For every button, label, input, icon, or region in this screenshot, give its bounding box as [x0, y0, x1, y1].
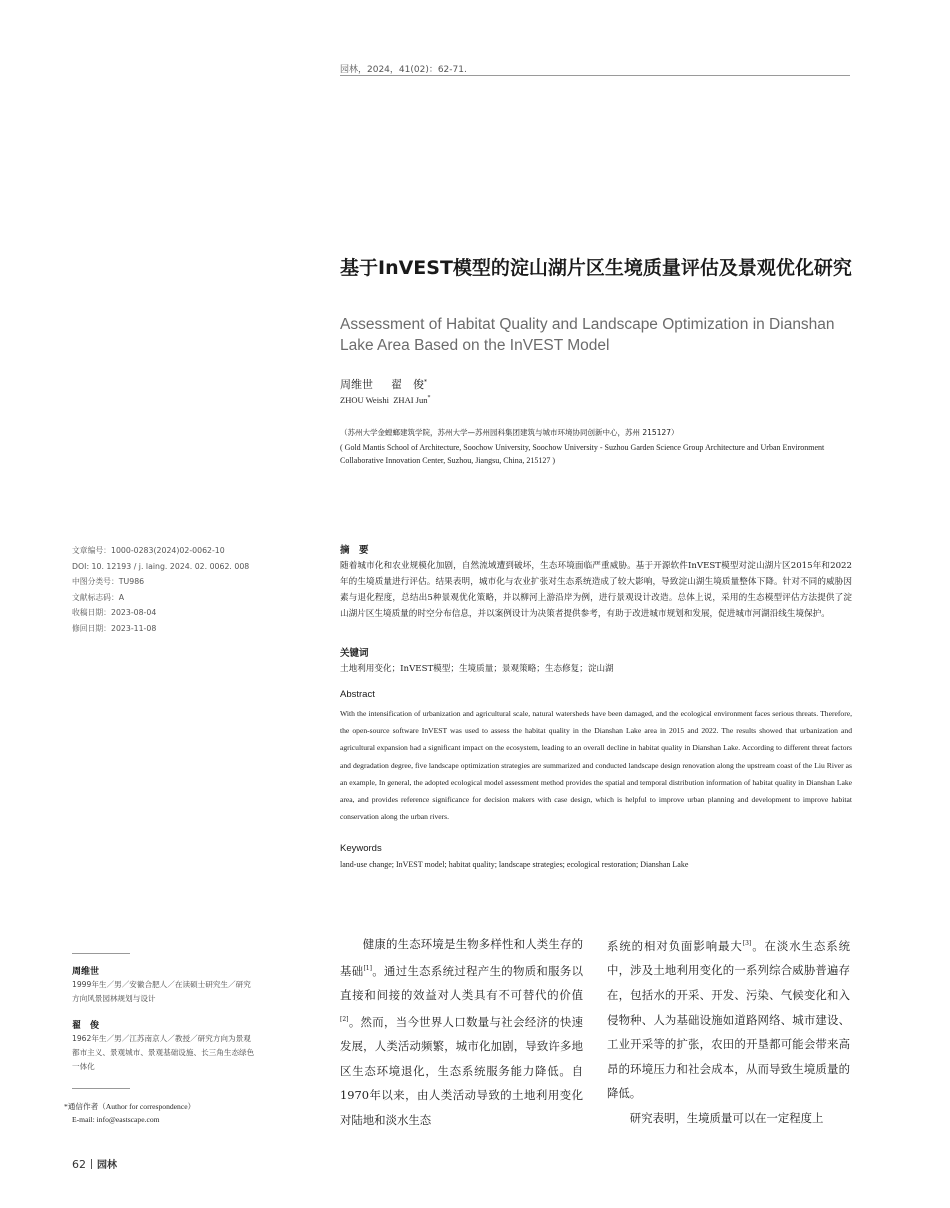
corresponding-mark: * — [424, 378, 427, 386]
keywords-label-en: Keywords — [340, 843, 382, 854]
author-1-en: ZHOU Weishi — [340, 395, 389, 405]
author-2-en: ZHAI Jun — [393, 395, 428, 405]
doi: DOI: 10. 12193 / j. laing. 2024. 02. 0062. 008 — [72, 561, 250, 571]
bio-rule-bottom — [72, 1088, 130, 1089]
page-number: 62 — [72, 1158, 86, 1171]
body-column-1 — [340, 932, 583, 1132]
author-2-cn: 翟 俊 — [391, 378, 424, 391]
correspondence-label: *通信作者（Author for correspondence） — [64, 1102, 196, 1111]
bio-name-2: 翟 俊 — [72, 1021, 100, 1031]
bio-text-2: 1962年生／男／江苏南京人／教授／研究方向为景观都市主义、景观城市、景观基础设施、长三角生态绿色一体化 — [72, 1034, 255, 1071]
author-1-cn: 周维世 — [340, 378, 373, 391]
authors-chinese — [340, 376, 427, 392]
bio-rule-top — [72, 953, 130, 954]
title-chinese: 基于InVEST模型的淀山湖片区生境质量评估及景观优化研究 — [340, 257, 852, 279]
article-number: 文章编号：1000-0283(2024)02-0062-10 — [72, 546, 225, 555]
citation-3: [3] — [742, 940, 752, 947]
title-english: Assessment of Habitat Quality and Landscape Optimization in Dianshan Lake Area Based on the InVEST Model — [340, 316, 835, 354]
classification-number: 中图分类号：TU986 — [72, 577, 145, 586]
bio-name-1: 周维世 — [72, 967, 100, 977]
body-paragraph: 健康的生态环境是生物多样性和人类生存的基础[1]。通过生态系统过程产生的物质和服务以直接和间接的效益对人类具有不可替代的价值[2]。然而，当今世界人口数量与社会经济的快速发展，人类活动频繁，城市化加剧，导致许多地区生态环境退化，生态系统服务能力降低。自1970年以来，由人类活动导致的土地利用变化对陆地和淡水生态 — [340, 937, 583, 1127]
body-paragraph-continued: 系统的相对负面影响最大[3]。在淡水生态系统中，涉及土地利用变化的一系列综合威胁普遍存在，包括水的开采、开发、污染、气候变化和入侵物种、人为基础设施如道路网络、城市建设、工业开采等的扩张，农田的开垦都可能会带来高昂的环境压力和社会成本，从而导致生境质量的降低。 — [607, 938, 850, 1101]
abstract-chinese: 随着城市化和农业规模化加剧，自然流域遭到破坏，生态环境面临严重威胁。基于开源软件InVEST模型对淀山湖片区2015年和2022年的生境质量进行评估。结果表明，城市化与农业扩张对生态系统造成了较大影响，导致淀山湖生境质量整体下降。针对不同的威胁因素与退化程度，总结出5种景观优化策略，并以柳河上游沿岸为例，进行景观设计改造。总体上说，采用的生态模型评估方法提供了淀山湖片区生境质量的时空分布信息，并以案例设计为决策者提供参考，有助于改进城市规划和发展，促进城市河湖沿线生境保护。 — [340, 561, 852, 619]
received-date: 收稿日期：2023-08-04 — [72, 608, 157, 617]
citation-2: [2] — [340, 1015, 349, 1023]
authors-english — [340, 395, 430, 405]
footer-divider — [91, 1159, 92, 1169]
affiliation-chinese: （苏州大学金螳螂建筑学院，苏州大学—苏州园科集团建筑与城市环境协同创新中心，苏州 215127） — [340, 428, 679, 437]
document-code: 文献标志码：A — [72, 592, 125, 602]
page-footer — [72, 1156, 117, 1171]
corresponding-mark-en: * — [427, 395, 431, 402]
journal-reference: 园林，2024，41(02)：62-71. — [340, 65, 467, 75]
abstract-english: With the intensification of urbanization and agricultural scale, natural watersheds have been damaged, and the ecological environment faces serious threats. Therefore, the open-source software InVEST was used to assess the habitat quality in the Dianshan Lake area in 2015 and 2022. The results showed that urbanization and agricultural expansion had a significant impact on the ecosystem, leading to an overall decline in habitat quality in Dianshan Lake. According to different threat factors and degradation degree, five landscape optimization strategies are summarized and conducted landscape design renovation along the upstream coast of the Liu River as an example, In general, the adopted ecological model assessment method provides the spatial and temporal distribution information of habitat quality in Dianshan Lake area, and provides reference significance for decision makers with case design, which is helpful to improve urban planning and development to improve habitat conservation along the urban rivers. — [340, 709, 852, 822]
abstract-label-en: Abstract — [340, 689, 375, 700]
affiliation-english: ( Gold Mantis School of Architecture, Soochow University, Soochow University - Suzhou Garden Science Group Architecture and Urban Environment Collaborative Innovation Center, Suzhou, Jiangsu, China, 215127 ) — [340, 443, 825, 465]
journal-logo: 园林 — [97, 1160, 117, 1171]
correspondence-email: E-mail: info@eastscape.com — [72, 1115, 160, 1124]
keywords-label-cn: 关键词 — [340, 648, 369, 659]
keywords-chinese: 土地利用变化；InVEST模型；生境质量；景观策略；生态修复；淀山湖 — [340, 664, 614, 674]
keywords-english: land-use change; InVEST model; habitat quality; landscape strategies; ecological restoration; Dianshan Lake — [340, 860, 689, 869]
article-metadata — [72, 543, 249, 636]
citation-1: [1] — [363, 964, 372, 972]
abstract-label-cn: 摘 要 — [340, 545, 369, 556]
body-column-2 — [607, 932, 850, 1131]
revised-date: 修回日期：2023-11-08 — [72, 623, 157, 633]
correspondence — [64, 1100, 195, 1126]
header-rule — [340, 75, 850, 76]
bio-text-1: 1999年生／男／安徽合肥人／在读硕士研究生／研究方向风景园林规划与设计 — [72, 980, 251, 1003]
body-paragraph-2: 研究表明，生境质量可以在一定程度上 — [629, 1110, 824, 1125]
